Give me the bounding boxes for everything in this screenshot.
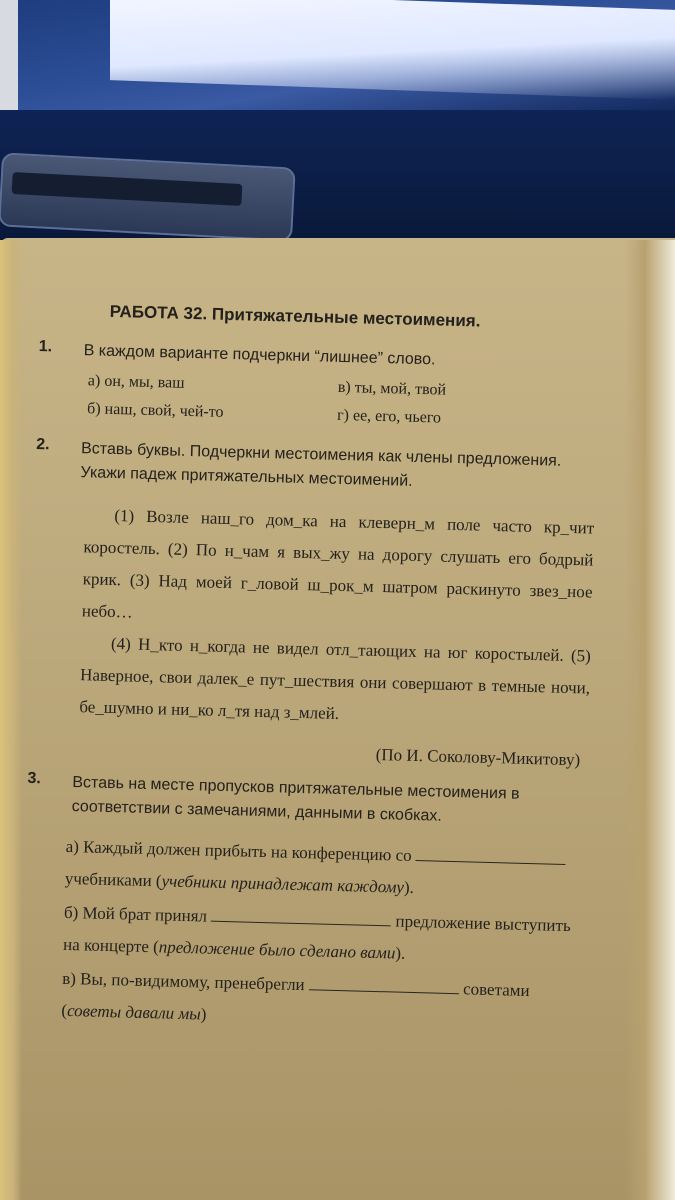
exercise-items [61,831,586,1041]
task-3 [21,770,588,1041]
passage-source: (По И. Соколову-Микитову) [375,744,581,770]
item-end: ). [403,877,415,897]
page-left-edge [0,240,22,1200]
item-text: в) Вы, по-видимому, пренебрегли [62,968,305,995]
item-end: ) [200,1004,207,1024]
item-end: ). [395,943,406,963]
page-content [21,300,600,1054]
item-text: советами ( [61,979,530,1020]
task-instruction: Вставь на месте пропусков притяжательные местоимения в соответствии с замечаниями, данными в скобках. [71,774,520,825]
item-note: учебники принадлежат каждому [161,871,405,897]
item-text: учебниками ( [64,868,162,891]
variant-g: г) ее, его, чьего [336,406,442,427]
task-instruction: Вставь буквы. Подчеркни местоимения как члены предложения. Укажи падеж притяжательных местоимений. [80,440,562,490]
task-2 [28,436,596,771]
item-note: советы давали мы [66,1000,202,1024]
page-title: РАБОТА 32. Притяжательные местоимения. [109,301,481,331]
item-note: предложение было сделано вами [158,937,396,963]
exercise-item-v [61,963,582,1041]
answer-blank [416,842,566,865]
text-passage [79,499,595,736]
passage-paragraph: (1) Возле наш_го дом_ка на клеверн_м поле часто кр_чит коростель. (2) По н_чам я вых_жу на дорогу слушать его бодрый крик. (3) Над моей г_ловой ш_рок_м шатром раскинуто звез_ное небо… [81,506,595,622]
page-right-edge [625,240,675,1200]
answer-blank [309,971,459,994]
variant-v: в) ты, мой, твой [337,378,447,399]
exercise-item-b [63,897,584,975]
task-1 [37,338,599,437]
item-text: б) Мой брат принял [63,902,208,926]
task-number: 1. [38,337,53,356]
task-number: 3. [27,769,42,788]
task-instruction: В каждом варианте подчеркни “лишнее” слово. [83,342,436,369]
variant-a: а) он, мы, ваш [87,372,185,392]
item-text: предложение выступить на концерте ( [62,911,571,957]
variant-b: б) наш, свой, чей-то [86,400,224,421]
passage-paragraph: (4) Н_кто н_когда не видел отл_тающих на юг коростылей. (5) Наверное, свои далек_е пут_шествия они совершают в темные ночи, бе_шумно и ни_ко л_тя над з_млей. [79,633,592,723]
exercise-item-a [64,831,585,909]
task-number: 2. [35,435,50,454]
variant-list [87,367,598,436]
background-left-strip [0,0,18,120]
answer-blank [211,903,391,927]
item-text: а) Каждый должен прибыть на конференцию со [65,836,412,865]
